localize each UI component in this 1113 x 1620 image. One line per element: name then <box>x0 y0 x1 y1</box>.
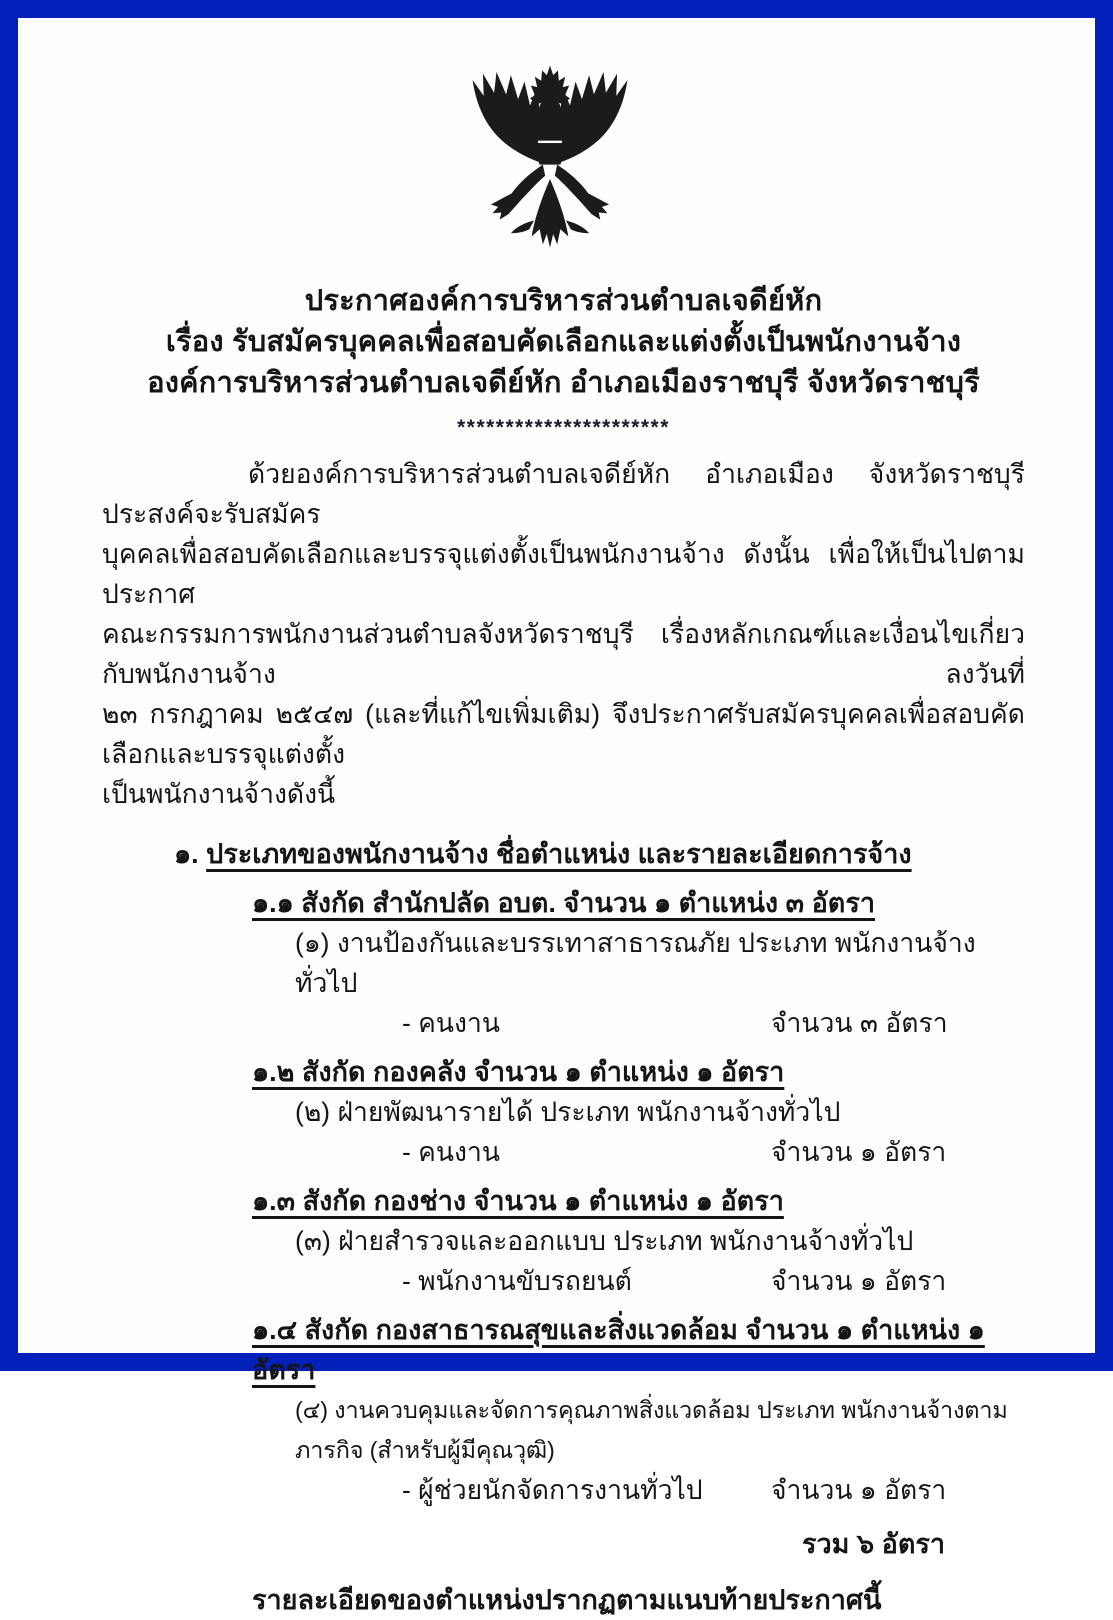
position-quantity: จำนวน ๑ อัตรา <box>771 1475 947 1505</box>
garuda-emblem-icon <box>462 64 638 262</box>
position-name: - คนงาน <box>402 1137 500 1167</box>
subsection-1-3 <box>102 1181 1025 1301</box>
subsection-1-1-detail: (๑) งานป้องกันและบรรเทาสาธารณภัย ประเภท พนักงานจ้างทั่วไป <box>295 928 976 998</box>
position-name: - คนงาน <box>402 1008 500 1038</box>
announcement-title <box>102 281 1025 404</box>
subsection-1-1 <box>102 883 1025 1043</box>
subsection-1-2-row <box>102 1132 1025 1172</box>
subsection-1-2-detail: (๒) ฝ่ายพัฒนารายได้ ประเภท พนักงานจ้างทั่วไป <box>295 1097 841 1127</box>
subsection-1-3-heading: ๑.๓ สังกัด กองช่าง จำนวน ๑ ตำแหน่ง ๑ อัตรา <box>252 1186 784 1216</box>
asterisk-divider: ********************** <box>457 416 670 439</box>
intro-line: เป็นพนักงานจ้างดังนี้ <box>102 779 336 809</box>
section-1-heading <box>174 834 1025 874</box>
position-quantity: จำนวน ๑ อัตรา <box>771 1266 947 1296</box>
intro-line: ด้วยองค์การบริหารส่วนตำบลเจดีย์หัก อำเภอเมือง จังหวัดราชบุรี ประสงค์จะรับสมัคร <box>102 459 1025 529</box>
subsection-1-4-detail: (๔) งานควบคุมและจัดการคุณภาพสิ่งแวดล้อม ประเภท พนักงานจ้างตามภารกิจ (สำหรับผู้มีคุณวุฒิ) <box>295 1397 1008 1463</box>
title-line-1: ประกาศองค์การบริหารส่วนตำบลเจดีย์หัก <box>304 285 823 317</box>
subsection-1-2-heading: ๑.๒ สังกัด กองคลัง จำนวน ๑ ตำแหน่ง ๑ อัตรา <box>252 1057 785 1087</box>
title-line-2: เรื่อง รับสมัครบุคคลเพื่อสอบคัดเลือกและแต่งตั้งเป็นพนักงานจ้าง <box>165 326 962 358</box>
position-quantity: จำนวน ๓ อัตรา <box>771 1008 948 1038</box>
intro-paragraph <box>102 454 1025 814</box>
emblem-container <box>88 64 1011 267</box>
subsection-1-1-row <box>102 1003 1025 1043</box>
title-line-3: องค์การบริหารส่วนตำบลเจดีย์หัก อำเภอเมืองราชบุรี จังหวัดราชบุรี <box>147 367 980 399</box>
subsection-1-3-detail: (๓) ฝ่ายสำรวจและออกแบบ ประเภท พนักงานจ้างทั่วไป <box>295 1226 914 1256</box>
document-body <box>18 18 1095 1620</box>
subsection-1-4-row <box>102 1470 1025 1510</box>
intro-line: ๒๓ กรกฎาคม ๒๕๔๗ (และที่แก้ไขเพิ่มเติม) จึงประกาศรับสมัครบุคคลเพื่อสอบคัดเลือกและบรรจุแต่งตั้ง <box>102 699 1025 769</box>
intro-line: คณะกรรมการพนักงานส่วนตำบลจังหวัดราชบุรี เรื่องหลักเกณฑ์และเงื่อนไขเกี่ยวกับพนักงานจ้าง ลงวันที่ <box>102 619 1025 689</box>
section-1-title: ประเภทของพนักงานจ้าง ชื่อตำแหน่ง และรายละเอียดการจ้าง <box>206 839 912 869</box>
subsection-1-1-heading: ๑.๑ สังกัด สำนักปลัด อบต. จำนวน ๑ ตำแหน่ง ๓ อัตรา <box>252 888 875 918</box>
total-positions: รวม ๖ อัตรา <box>802 1529 946 1559</box>
position-name: - พนักงานขับรถยนต์ <box>402 1266 632 1296</box>
subsection-1-4-heading: ๑.๔ สังกัด กองสาธารณสุขและสิ่งแวดล้อม จำนวน ๑ ตำแหน่ง ๑ อัตรา <box>252 1315 985 1385</box>
position-quantity: จำนวน ๑ อัตรา <box>771 1137 947 1167</box>
section-1-number: ๑. <box>174 839 199 869</box>
position-name: - ผู้ช่วยนักจัดการงานทั่วไป <box>402 1475 703 1505</box>
closing-note: รายละเอียดของตำแหน่งปรากฏตามแนบท้ายประกาศนี้ <box>252 1585 882 1615</box>
subsection-1-2 <box>102 1052 1025 1172</box>
subsection-1-3-row <box>102 1261 1025 1301</box>
subsection-1-4 <box>102 1310 1025 1510</box>
intro-line: บุคคลเพื่อสอบคัดเลือกและบรรจุแต่งตั้งเป็นพนักงานจ้าง ดังนั้น เพื่อให้เป็นไปตามประกาศ <box>102 539 1025 609</box>
